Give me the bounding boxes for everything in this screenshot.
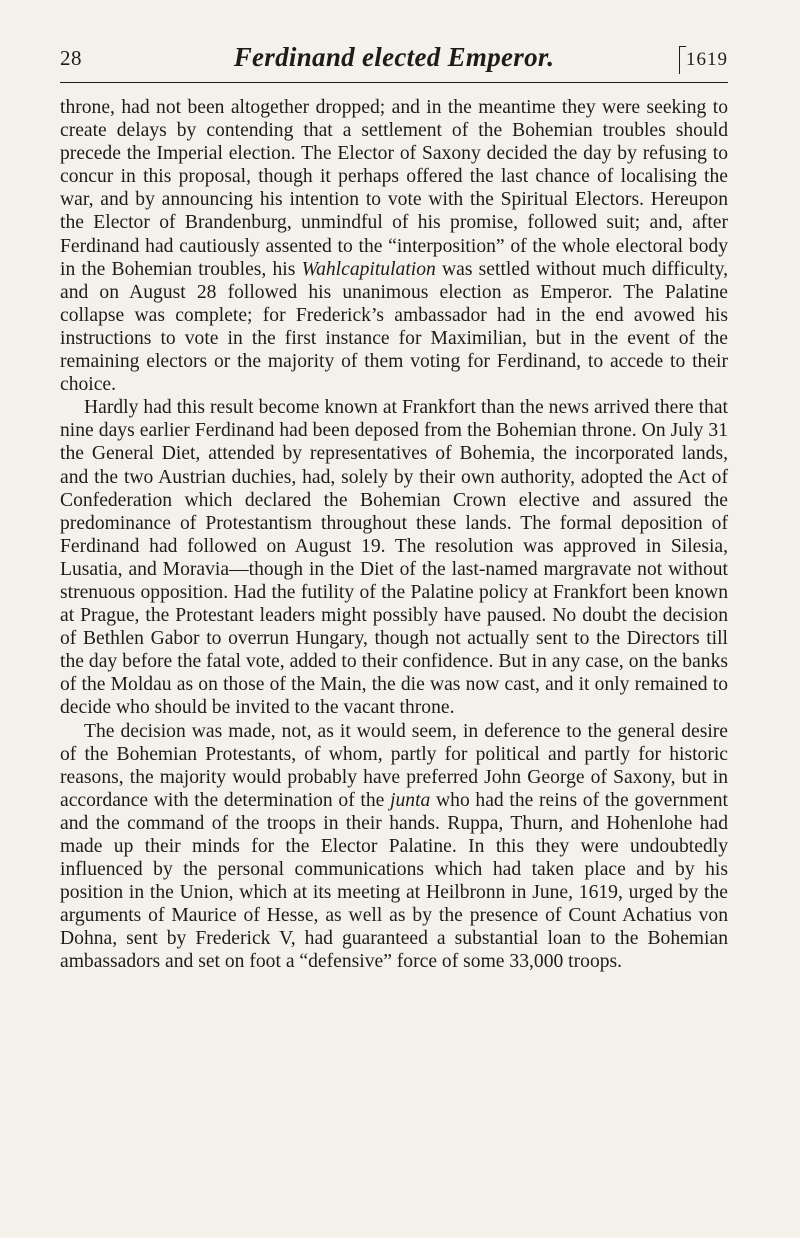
italic-term: junta <box>390 789 431 811</box>
running-title: Ferdinand elected Emperor. <box>233 42 555 72</box>
paragraph-2: Hardly had this result become known at Frankfort than the news arrived there that nine days earlier Ferdinand had been deposed from the Bohemian throne. On July 31 the General Diet, attended by representatives of Bohemia, the incorporated lands, and the two Austrian duchies, had, solely by their own authority, adopted the Act of Confederation which declared the Bohemian Crown elective and assured the predominance of Protestantism throughout these lands. The formal deposition of Ferdinand had followed on August 19. The resolution was approved in Silesia, Lusatia, and Moravia—though in the Diet of the last-named margravate not without strenuous opposition. Had the futility of the Palatine policy at Frankfort been known at Prague, the Protestant leaders might possibly have paused. No doubt the decision of Bethlen Gabor to overrun Hungary, though not actually sent to the Directors till the day before the fatal vote, added to their confidence. But in any case, on the banks of the Moldau as on those of the Main, the die was now cast, and it only remained to decide who should be invited to the vacant throne. <box>60 397 728 719</box>
paragraph-1: throne, had not been altogether dropped; and in the meantime they were seeking to create delays by contending that a settlement of the Bohemian troubles should precede the Imperial election. The Elector of Saxony decided the day by refusing to concur in this proposal, though it perhaps offered the last chance of localising the war, and by announcing his intention to vote with the Spiritual Electors. Hereupon the Elector of Brandenburg, unmindful of his promise, followed suit; and, after Ferdinand had cautiously assented to the “interposition” of the whole electoral body in the Bohemian troubles, his Wahlcapitulation was settled without much difficulty, and on August 28 followed his unanimous election as Emperor. The Palatine collapse was complete; for Frederick’s ambassador had in the end avowed his instructions to vote in the first instance for Maximilian, but in the event of the remaining electors or the majority of them voting for Ferdinand, to accede to their choice. <box>60 97 728 396</box>
year-marker: 1619 <box>679 46 728 74</box>
header-rule <box>60 82 728 83</box>
italic-term: Wahlcapitulation <box>301 258 436 280</box>
page-number: 28 <box>60 46 82 70</box>
page-header <box>60 42 728 82</box>
paragraph-3: The decision was made, not, as it would seem, in deference to the general desire of the Bohemian Protestants, of whom, partly for political and partly for historic reasons, the majority would probably have preferred John George of Saxony, but in accordance with the determination of the junta who had the reins of the government and the command of the troops in their hands. Ruppa, Thurn, and Hohenlohe had made up their minds for the Elector Palatine. In this they were undoubtedly influenced by the personal communications which had taken place and by his position in the Union, which at its meeting at Heilbronn in June, 1619, urged by the arguments of Maurice of Hesse, as well as by the presence of Count Achatius von Dohna, sent by Frederick V, had guaranteed a substantial loan to the Bohemian ambassadors and set on foot a “defensive” force of some 33,000 troops. <box>60 720 728 973</box>
body-text <box>60 96 728 974</box>
